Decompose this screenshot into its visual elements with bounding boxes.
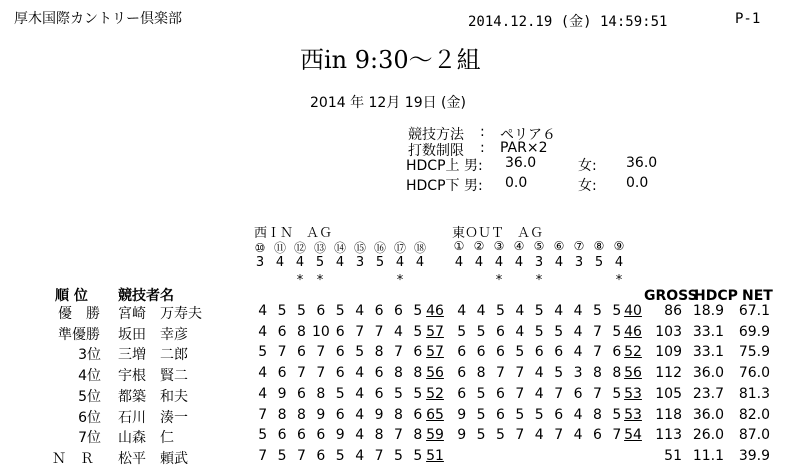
hole-score: 7 (554, 385, 564, 402)
hole-score: 5 (258, 427, 268, 444)
hole-score: 8 (297, 323, 306, 340)
hole-score: 4 (534, 365, 544, 382)
hole-par: 5 (315, 255, 325, 270)
hole-par: 4 (275, 255, 285, 270)
net-cell: 76.0 (738, 365, 770, 382)
hdcp-hole-mark: * (495, 273, 503, 288)
table-row (0, 344, 800, 364)
hole-score: 5 (258, 344, 268, 361)
table-row (0, 427, 800, 447)
hole-score: 4 (573, 406, 583, 423)
method-label: 競技方法 (408, 127, 464, 143)
hole-number: ⑥ (553, 239, 565, 253)
hole-score: 7 (612, 427, 622, 444)
hole-score: 9 (374, 406, 384, 423)
hole-number: ⑦ (573, 239, 585, 253)
hole-score: 4 (258, 323, 268, 340)
hdcp-upper-female: 36.0 (626, 155, 658, 171)
hdcp-cell: 33.1 (692, 344, 724, 361)
hole-score: 8 (316, 385, 326, 402)
gross-cell: 105 (655, 385, 682, 402)
hole-score: 5 (393, 385, 403, 402)
hole-score: 4 (573, 427, 583, 444)
hole-score: 5 (496, 303, 505, 319)
hole-score: 5 (335, 385, 345, 402)
hole-score: 4 (355, 303, 365, 319)
hole-par: 3 (534, 255, 544, 270)
hole-score: 6 (554, 344, 564, 361)
hole-score: 6 (534, 344, 544, 361)
hole-score: 7 (515, 385, 525, 402)
hole-score: 4 (573, 323, 583, 340)
net-cell: 81.3 (738, 385, 770, 402)
hole-score: 5 (496, 427, 505, 444)
in-scores (253, 324, 428, 340)
gross-cell: 118 (655, 406, 682, 423)
hole-score: 9 (316, 406, 326, 423)
hole-number: ⑮ (353, 241, 366, 255)
rank-cell: 3位 (78, 347, 101, 364)
in-subtotal: 57 (426, 344, 444, 361)
hdcp-header: HDCP (694, 288, 738, 304)
print-datetime: 2014.12.19 (金) 14:59:51 (468, 14, 668, 30)
hdcp-lower-female-label: 女: (578, 178, 597, 194)
hole-score: 4 (355, 447, 365, 464)
hole-number: ⑱ (413, 241, 426, 255)
out-subtotal: 54 (624, 427, 642, 444)
hole-score: 6 (374, 385, 384, 402)
hole-score: 7 (258, 406, 268, 423)
hole-score: 4 (534, 385, 544, 402)
hole-score: 7 (258, 447, 268, 464)
hole-number: ⑯ (373, 241, 386, 255)
in-par-values (250, 255, 430, 270)
hole-score: 4 (515, 303, 525, 319)
hdcp-cell: 11.1 (692, 447, 724, 464)
hole-score: 8 (374, 344, 384, 361)
out-hole-numbers (449, 239, 629, 253)
out-scores (452, 386, 627, 402)
net-cell: 75.9 (738, 344, 770, 361)
hole-number: ⑬ (313, 241, 326, 255)
out-scores (452, 427, 627, 443)
in-subtotal: 46 (426, 303, 444, 319)
hole-number: ⑫ (293, 241, 306, 255)
hole-score: 5 (476, 385, 486, 402)
hole-score: 6 (413, 406, 423, 423)
hole-par: 3 (574, 255, 584, 270)
hole-par: 4 (474, 255, 484, 270)
hole-score: 7 (355, 323, 365, 340)
hole-number: ⑩ (254, 241, 266, 255)
in-scores (253, 448, 428, 464)
hole-score: 9 (457, 427, 467, 444)
in-scores (253, 344, 428, 360)
hole-score: 4 (355, 406, 365, 423)
club-name: 厚木国際カントリー倶楽部 (14, 11, 182, 27)
rank-cell: 5位 (78, 388, 101, 405)
hole-score: 5 (393, 447, 403, 464)
hole-score: 6 (316, 427, 326, 444)
hole-score: 5 (592, 303, 602, 319)
in-hole-numbers (250, 239, 430, 256)
hole-score: 7 (393, 344, 403, 361)
hole-score: 7 (316, 344, 326, 361)
out-hdcp-hole-marks (449, 269, 629, 288)
hole-par: 4 (614, 255, 624, 270)
hdcp-hole-mark: * (296, 273, 304, 288)
net-cell: 87.0 (738, 427, 770, 444)
hole-score: 6 (277, 427, 287, 444)
hole-number: ⑰ (393, 241, 406, 255)
hole-score: 4 (573, 344, 583, 361)
gross-cell: 109 (655, 344, 682, 361)
in-subtotal: 52 (426, 385, 444, 402)
gross-cell: 113 (655, 427, 682, 444)
hole-score: 6 (413, 344, 423, 361)
rank-cell: 6位 (78, 409, 101, 426)
hole-score: 8 (592, 365, 602, 382)
hole-score: 6 (554, 406, 564, 423)
hole-score: 4 (476, 303, 486, 319)
table-row (0, 386, 800, 406)
player-name: 松平 頼武 (118, 450, 188, 467)
hole-score: 9 (457, 406, 467, 423)
table-row (0, 303, 800, 323)
hole-score: 7 (554, 427, 564, 444)
limit-value: PAR×2 (500, 140, 548, 156)
hdcp-lower-female: 0.0 (626, 175, 649, 191)
rank-cell: 7位 (78, 430, 101, 447)
hole-score: 6 (496, 406, 505, 423)
hole-score: 8 (393, 406, 403, 423)
hole-score: 5 (476, 323, 486, 340)
gross-header: GROSS (644, 288, 698, 304)
hole-score: 6 (335, 406, 345, 423)
hole-score: 6 (612, 344, 622, 361)
hole-score: 7 (297, 365, 306, 382)
hole-score: 5 (413, 323, 423, 340)
player-name: 山森 仁 (118, 430, 174, 447)
hole-score: 9 (335, 427, 345, 444)
in-subtotal: 57 (426, 323, 444, 340)
hole-score: 4 (355, 427, 365, 444)
hole-number: ⑨ (613, 239, 625, 253)
hole-par: 4 (395, 255, 405, 270)
out-subtotal: 52 (624, 344, 642, 361)
hdcp-upper-male: 36.0 (505, 155, 537, 171)
out-subtotal: 56 (624, 365, 642, 382)
hole-score: 8 (374, 427, 384, 444)
hole-score: 5 (612, 406, 622, 423)
hole-score: 6 (496, 385, 505, 402)
hole-par: 4 (514, 255, 524, 270)
hdcp-hole-mark: * (396, 273, 404, 288)
out-subtotal: 46 (624, 323, 642, 340)
player-name: 宮崎 万寿夫 (118, 306, 202, 322)
limit-colon: : (480, 140, 485, 156)
hole-score: 5 (413, 303, 423, 319)
page-title: 西in 9:30〜２組 (300, 46, 481, 74)
hole-score: 10 (311, 323, 330, 340)
hole-score: 6 (496, 344, 505, 361)
limit-label: 打数制限 (408, 143, 464, 159)
hole-score: 7 (374, 447, 384, 464)
player-name: 都築 和夫 (118, 388, 188, 405)
hole-score: 7 (374, 323, 384, 340)
hole-score: 6 (335, 344, 345, 361)
hole-score: 6 (393, 303, 403, 319)
hole-score: 5 (534, 323, 544, 340)
out-scores (452, 303, 627, 319)
hole-score: 6 (457, 365, 467, 382)
hole-score: 7 (515, 427, 525, 444)
in-subtotal: 65 (426, 406, 444, 423)
hdcp-upper-female-label: 女: (578, 158, 597, 174)
gross-cell: 103 (655, 323, 682, 340)
hole-score: 5 (534, 303, 544, 319)
hdcp-upper-label: HDCP上 男: (406, 158, 483, 174)
hole-number: ② (473, 239, 485, 253)
net-cell: 39.9 (738, 447, 770, 464)
hole-score: 6 (573, 385, 583, 402)
hdcp-lower-label: HDCP下 男: (406, 178, 483, 194)
hole-score: 6 (316, 303, 326, 319)
hole-par: 4 (554, 255, 564, 270)
hole-score: 6 (297, 344, 306, 361)
hole-score: 5 (476, 406, 486, 423)
table-row (0, 448, 800, 468)
in-scores (253, 386, 428, 402)
hole-score: 4 (258, 385, 268, 402)
hole-score: 5 (476, 427, 486, 444)
in-subtotal: 59 (426, 427, 444, 444)
hole-score: 4 (573, 303, 583, 319)
hole-number: ⑭ (333, 241, 346, 255)
net-header: NET (742, 288, 773, 304)
hole-score: 5 (413, 385, 423, 402)
hole-score: 7 (515, 365, 525, 382)
event-date: 2014 年 12月 19日 (金) (310, 95, 466, 111)
rank-cell: 準優勝 (58, 326, 100, 343)
hdcp-hole-mark: * (535, 273, 543, 288)
table-row (0, 407, 800, 427)
method-colon: : (480, 124, 485, 140)
hole-score: 7 (592, 385, 602, 402)
hole-score: 4 (515, 323, 525, 340)
hole-score: 7 (393, 427, 403, 444)
hole-score: 8 (297, 406, 306, 423)
hole-score: 7 (592, 323, 602, 340)
hole-score: 5 (534, 406, 544, 423)
hole-score: 8 (612, 365, 622, 382)
hole-score: 7 (592, 344, 602, 361)
player-name: 三増 二郎 (118, 347, 188, 364)
hole-score: 4 (355, 385, 365, 402)
out-subtotal: 53 (624, 406, 642, 423)
in-scores (253, 427, 428, 443)
hole-score: 5 (612, 323, 622, 340)
hole-score: 5 (413, 447, 423, 464)
hole-score: 4 (393, 323, 403, 340)
hole-score: 5 (554, 365, 564, 382)
hole-score: 6 (457, 344, 467, 361)
hole-par: 4 (335, 255, 345, 270)
page-number: P-1 (735, 11, 761, 27)
hole-score: 5 (355, 344, 365, 361)
hole-par: 5 (375, 255, 385, 270)
hole-score: 6 (277, 323, 287, 340)
hole-number: ① (453, 239, 465, 253)
hole-par: 5 (594, 255, 604, 270)
gross-cell: 86 (664, 303, 682, 319)
hole-score: 5 (277, 303, 287, 319)
hole-number: ④ (513, 239, 525, 253)
hole-score: 7 (297, 447, 306, 464)
hole-par: 3 (355, 255, 365, 270)
table-row (0, 365, 800, 385)
out-course-label: 東ＯＵＴ ＡＧ (452, 226, 544, 241)
hole-score: 8 (413, 365, 423, 382)
hole-score: 4 (258, 303, 268, 319)
hole-score: 6 (592, 427, 602, 444)
hole-score: 9 (277, 385, 287, 402)
hole-score: 5 (612, 385, 622, 402)
hole-score: 5 (457, 323, 467, 340)
hole-score: 4 (554, 303, 564, 319)
hole-score: 4 (258, 365, 268, 382)
in-scores (253, 365, 428, 381)
hdcp-cell: 36.0 (692, 406, 724, 423)
rank-header: 順 位 (55, 288, 88, 304)
hole-score: 6 (277, 365, 287, 382)
hdcp-cell: 23.7 (692, 385, 724, 402)
hole-score: 6 (457, 385, 467, 402)
table-row (0, 324, 800, 344)
rank-cell: 4位 (78, 368, 101, 385)
hdcp-hole-mark: * (316, 273, 324, 288)
net-cell: 69.9 (738, 323, 770, 340)
hole-number: ③ (493, 239, 505, 253)
hole-score: 5 (612, 303, 622, 319)
hole-score: 6 (496, 323, 505, 340)
hole-score: 6 (476, 344, 486, 361)
rank-cell: ＮＲ (52, 450, 108, 467)
in-scores (253, 303, 428, 319)
hole-score: 7 (316, 365, 326, 382)
hole-score: 8 (476, 365, 486, 382)
hole-par: 4 (295, 255, 305, 270)
hole-score: 8 (393, 365, 403, 382)
gross-cell: 112 (655, 365, 682, 382)
out-scores (452, 407, 627, 423)
hole-score: 5 (335, 447, 345, 464)
in-hdcp-hole-marks (250, 269, 430, 288)
in-course-label: 西ＩＮ ＡＧ (254, 226, 333, 241)
net-cell: 82.0 (738, 406, 770, 423)
hole-score: 7 (496, 365, 505, 382)
out-scores (452, 344, 627, 360)
out-scores (452, 365, 627, 381)
hdcp-cell: 36.0 (692, 365, 724, 382)
hole-score: 6 (374, 303, 384, 319)
in-scores (253, 407, 428, 423)
hole-par: 4 (415, 255, 425, 270)
hole-number: ⑤ (533, 239, 545, 253)
hole-score: 4 (457, 303, 467, 319)
hole-score: 5 (335, 303, 345, 319)
hole-number: ⑧ (593, 239, 605, 253)
hole-score: 5 (554, 323, 564, 340)
gross-cell: 51 (664, 447, 682, 464)
hole-score: 8 (413, 427, 423, 444)
hdcp-cell: 26.0 (692, 427, 724, 444)
hole-score: 5 (515, 344, 525, 361)
player-name: 石川 湊一 (118, 409, 188, 426)
hdcp-cell: 33.1 (692, 323, 724, 340)
hole-score: 6 (297, 427, 306, 444)
hole-score: 5 (515, 406, 525, 423)
hdcp-cell: 18.9 (692, 303, 724, 319)
out-par-values (449, 255, 629, 270)
hdcp-lower-male: 0.0 (505, 175, 528, 191)
hole-score: 4 (355, 365, 365, 382)
player-name: 宇根 賢二 (118, 368, 188, 385)
net-cell: 67.1 (738, 303, 770, 319)
hole-score: 6 (335, 323, 345, 340)
hole-par: 3 (255, 255, 265, 270)
hole-score: 7 (277, 344, 287, 361)
in-subtotal: 56 (426, 365, 444, 382)
rank-cell: 優 勝 (58, 306, 100, 322)
hole-score: 6 (316, 447, 326, 464)
hole-score: 4 (534, 427, 544, 444)
hole-score: 8 (277, 406, 287, 423)
name-header: 競技者名 (118, 288, 174, 304)
hole-score: 6 (335, 365, 345, 382)
player-name: 坂田 幸彦 (118, 326, 188, 343)
hole-score: 3 (573, 365, 583, 382)
hole-score: 6 (374, 365, 384, 382)
hdcp-hole-mark: * (615, 273, 623, 288)
hole-par: 4 (454, 255, 464, 270)
out-subtotal: 53 (624, 385, 642, 402)
in-subtotal: 51 (426, 447, 444, 464)
method-value: ペリア６ (500, 127, 556, 143)
hole-score: 5 (277, 447, 287, 464)
hole-score: 8 (592, 406, 602, 423)
out-scores (452, 324, 627, 340)
hole-par: 4 (494, 255, 504, 270)
hole-number: ⑪ (273, 241, 286, 255)
out-subtotal: 40 (624, 303, 642, 319)
hole-score: 6 (297, 385, 306, 402)
hole-score: 5 (297, 303, 306, 319)
